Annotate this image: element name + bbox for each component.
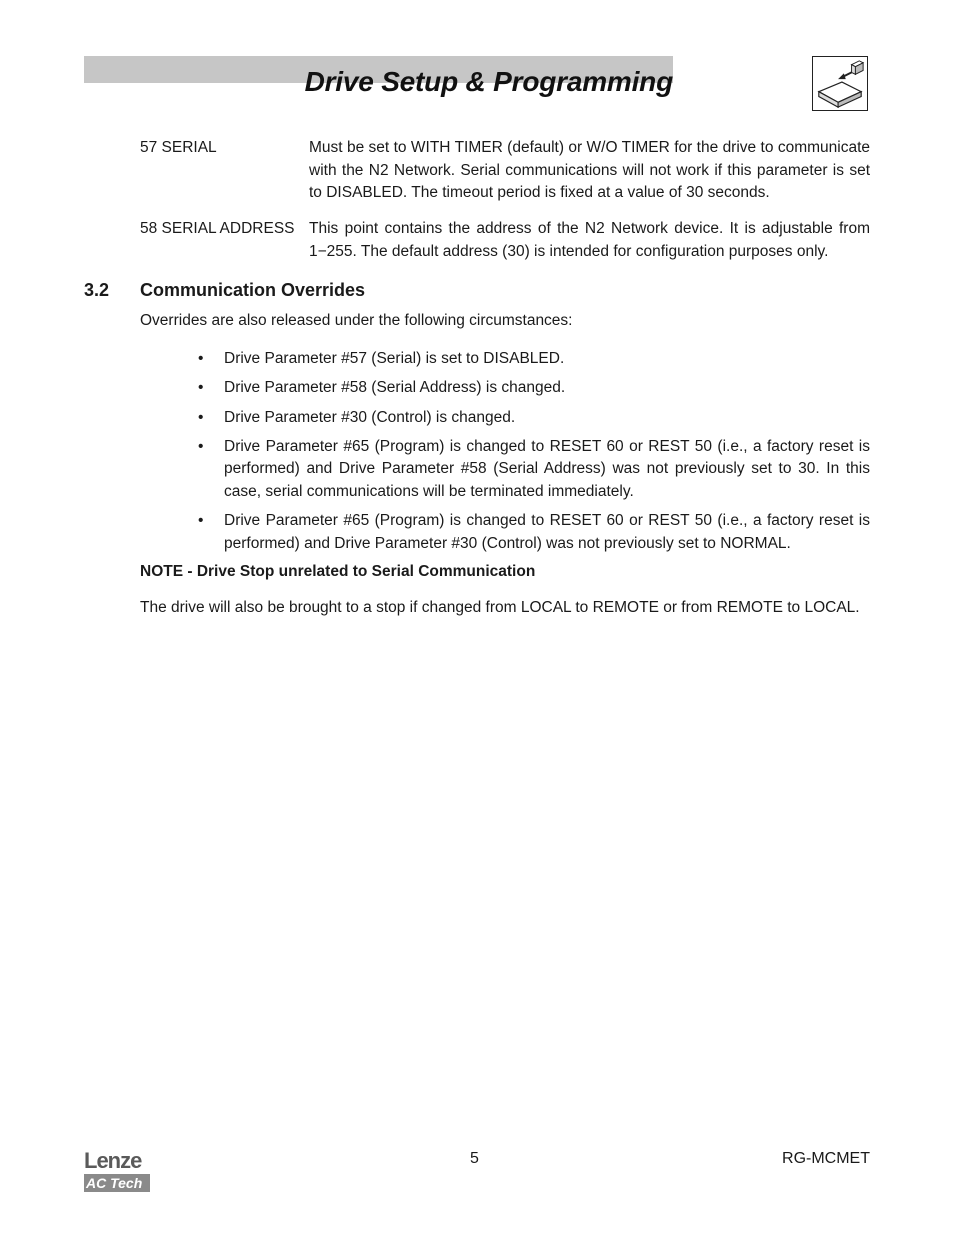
- list-item-text: Drive Parameter #30 (Control) is changed.: [224, 408, 516, 426]
- parameter-description: This point contains the address of the N2 Network device. It is adjustable from 1−255. The default address (30) is intended for configuration purposes only.: [309, 220, 870, 260]
- list-item: [140, 377, 870, 400]
- parameter-description: Must be set to WITH TIMER (default) or W/O TIMER for the drive to communicate with the N2 Network. Serial communications will not work if this parameter is set to DISABLED. The timeout period is fixed at a value of 30 seconds.: [309, 139, 870, 201]
- parameter-58-serial-address: [140, 218, 870, 263]
- list-item: [140, 510, 870, 555]
- bullet-icon: •: [198, 437, 204, 455]
- logo-subtitle: AC Tech: [84, 1174, 150, 1192]
- list-item: [140, 436, 870, 504]
- page-number: 5: [470, 1150, 479, 1167]
- bullet-icon: •: [198, 408, 204, 426]
- bullet-icon: •: [198, 350, 204, 367]
- list-item-text: Drive Parameter #58 (Serial Address) is changed.: [224, 379, 566, 397]
- section-number: 3.2: [84, 280, 110, 300]
- parameter-57-serial: [140, 137, 870, 205]
- list-item-text: Drive Parameter #57 (Serial) is set to DISABLED.: [224, 350, 565, 367]
- list-item: [140, 348, 870, 371]
- section-title: Communication Overrides: [140, 280, 366, 300]
- bullet-icon: •: [198, 512, 204, 530]
- section-intro: Overrides are also released under the following circumstances:: [140, 312, 573, 329]
- drive-keypad-insert-icon: [812, 56, 868, 111]
- note-body: The drive will also be brought to a stop if changed from LOCAL to REMOTE or from REMOTE to LOCAL.: [140, 599, 860, 616]
- parameter-name: 58 SERIAL ADDRESS: [140, 220, 295, 237]
- document-code: RG-MCMET: [782, 1150, 870, 1167]
- logo-wordmark: Lenze: [84, 1148, 142, 1173]
- parameter-name: 57 SERIAL: [140, 139, 217, 156]
- list-item-text: Drive Parameter #65 (Program) is changed to RESET 60 or REST 50 (i.e., a factory reset is performed) and Drive Parameter #58 (Serial Address) was not previously set to 30. In this case, serial communications will be terminated immediately.: [224, 437, 870, 500]
- list-item: [140, 407, 870, 430]
- list-item-text: Drive Parameter #65 (Program) is changed to RESET 60 or REST 50 (i.e., a factory reset is performed) and Drive Parameter #30 (Control) was not previously set to NORMAL.: [224, 512, 870, 552]
- bullet-icon: •: [198, 379, 204, 397]
- page-title: Drive Setup & Programming: [304, 66, 673, 97]
- lenze-logo: [84, 1150, 152, 1192]
- override-list: [140, 348, 870, 562]
- note-heading: NOTE - Drive Stop unrelated to Serial Communication: [140, 563, 536, 580]
